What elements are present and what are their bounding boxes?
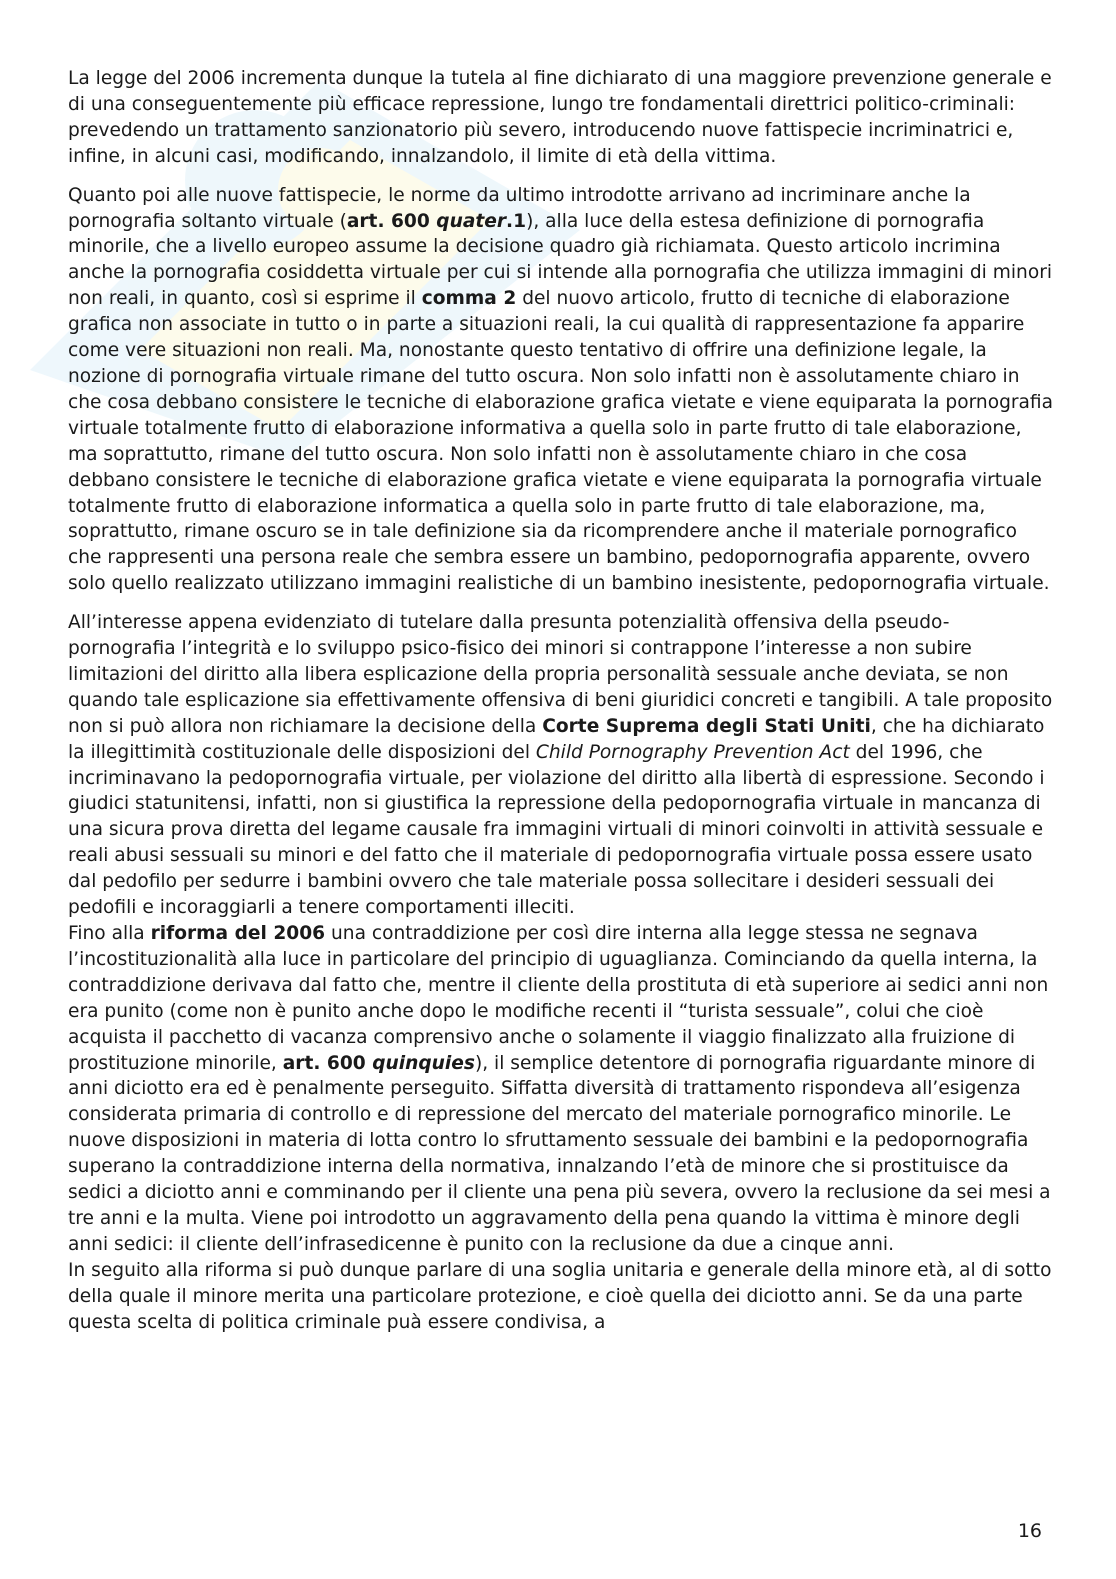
paragraph-1: La legge del 2006 incrementa dunque la tutela al fine dichiarato di una maggiore prevenzione generale e di una conseguentemente più efficace repressione, lungo tre fondamentali direttrici politico-criminali: prevedendo un trattamento sanzionatorio più severo, introducendo nuove fattispecie incriminatrici e, infine, in alcuni casi, modificando, innalzandolo, il limite di età della vittima. [68,68,1052,167]
paragraph-3: All’interesse appena evidenziato di tutelare dalla presunta potenzialità offensiva della pseudo-pornografia l’integrità e lo sviluppo psico-fisico dei minori si contrappone l’interesse a non subire limitazioni del diritto alla libera esplicazione della propria personalità sessuale anche deviata, se non quando tale esplicazione sia effettivamente offensiva di beni giuridici concreti e tangibili. A tale proposito non si può allora non richiamare la decisione della Corte Suprema degli Stati Uniti, che ha dichiarato la illegittimità costituzionale delle disposizioni del Child Pornography Prevention Act del 1996, che incriminavano la pedopornografia virtuale, per violazione del diritto alla libertà di espressione. Secondo i giudici statunitensi, infatti, non si giustifica la repressione della pedopornografia virtuale in mancanza di una sicura prova diretta del legame causale fra immagini virtuali di minori coinvolti in attività sessuale e reali abusi sessuali su minori e del fatto che il materiale di pedopornografia virtuale possa essere usato dal pedofilo per sedurre i bambini ovvero che tale materiale possa sollecitare i desideri sessuali dei pedofili e incoraggiarli a tenere comportamenti illeciti. [68,612,1053,919]
paragraph-4: Fino alla riforma del 2006 una contraddizione per così dire interna alla legge stessa ne segnava l’incostituzionalità alla luce in particolare del principio di uguaglianza. Cominciando da quella interna, la contraddizione derivava dal fatto che, mentre il cliente della prostituta di età superiore ai sedici anni non era punito (come non è punito anche dopo le modifiche recenti il “turista sessuale”, colui che cioè acquista il pacchetto di vacanza comprensivo anche o solamente il viaggio finalizzato alla fruizione di prostituzione minorile, art. 600 quinquies), il semplice detentore di pornografia riguardante minore di anni diciotto era ed è penalmente perseguito. Siffatta diversità di trattamento rispondeva all’esigenza considerata primaria di controllo e di repressione del mercato del materiale pornografico minorile. Le nuove disposizioni in materia di lotta contro lo sfruttamento sessuale dei bambini e la pedopornografia superano la contraddizione interna della normativa, innalzando l’età de minore che si prostituisce da sedici a diciotto anni e comminando per il cliente una pena più severa, ovvero la reclusione da sei mesi a tre anni e la multa. Viene poi introdotto un aggravamento della pena quando la vittima è minore degli anni sedici: il cliente dell’infrasedicenne è punito con la reclusione da due a cinque anni. [68,923,1051,1255]
paragraph-2: Quanto poi alle nuove fattispecie, le norme da ultimo introdotte arrivano ad incriminare anche la pornografia soltanto virtuale (art. 600 quater.1), alla luce della estesa definizione di pornografia minorile, che a livello europeo assume la decisione quadro già richiamata. Questo articolo incrimina anche la pornografia cosiddetta virtuale per cui si intende alla pornografia che utilizza immagini di minori non reali, in quanto, così si esprime il comma 2 del nuovo articolo, frutto di tecniche di elaborazione grafica non associate in tutto o in parte a situazioni reali, la cui qualità di rappresentazione fa apparire come vere situazioni non reali. Ma, nonostante questo tentativo di offrire una definizione legale, la nozione di pornografia virtuale rimane del tutto oscura. Non solo infatti non è assolutamente chiaro in che cosa debbano consistere le tecniche di elaborazione grafica vietate e viene equiparata la pornografia virtuale totalmente frutto di elaborazione informativa a quella solo in parte frutto di tale elaborazione, ma soprattutto, rimane del tutto oscura. Non solo infatti non è assolutamente chiaro in che cosa debbano consistere le tecniche di elaborazione grafica vietate e viene equiparata la pornografia virtuale totalmente frutto di elaborazione informatica a quella solo in parte frutto di tale elaborazione, ma, soprattutto, rimane oscuro se in tale definizione sia da ricomprendere anche il materiale pornografico che rappresenti una persona reale che sembra essere un bambino, pedopornografia apparente, ovvero solo quello realizzato utilizzano immagini realistiche di un bambino inesistente, pedopornografia virtuale. [68,184,1054,595]
page-number: 16 [1017,1520,1042,1542]
document-body [68,66,1053,1336]
paragraph-5: In seguito alla riforma si può dunque parlare di una soglia unitaria e generale della minore età, al di sotto della quale il minore merita una particolare protezione, e cioè quella dei diciotto anni. Se da una parte questa scelta di politica criminale puà essere condivisa, a [68,1259,1052,1333]
